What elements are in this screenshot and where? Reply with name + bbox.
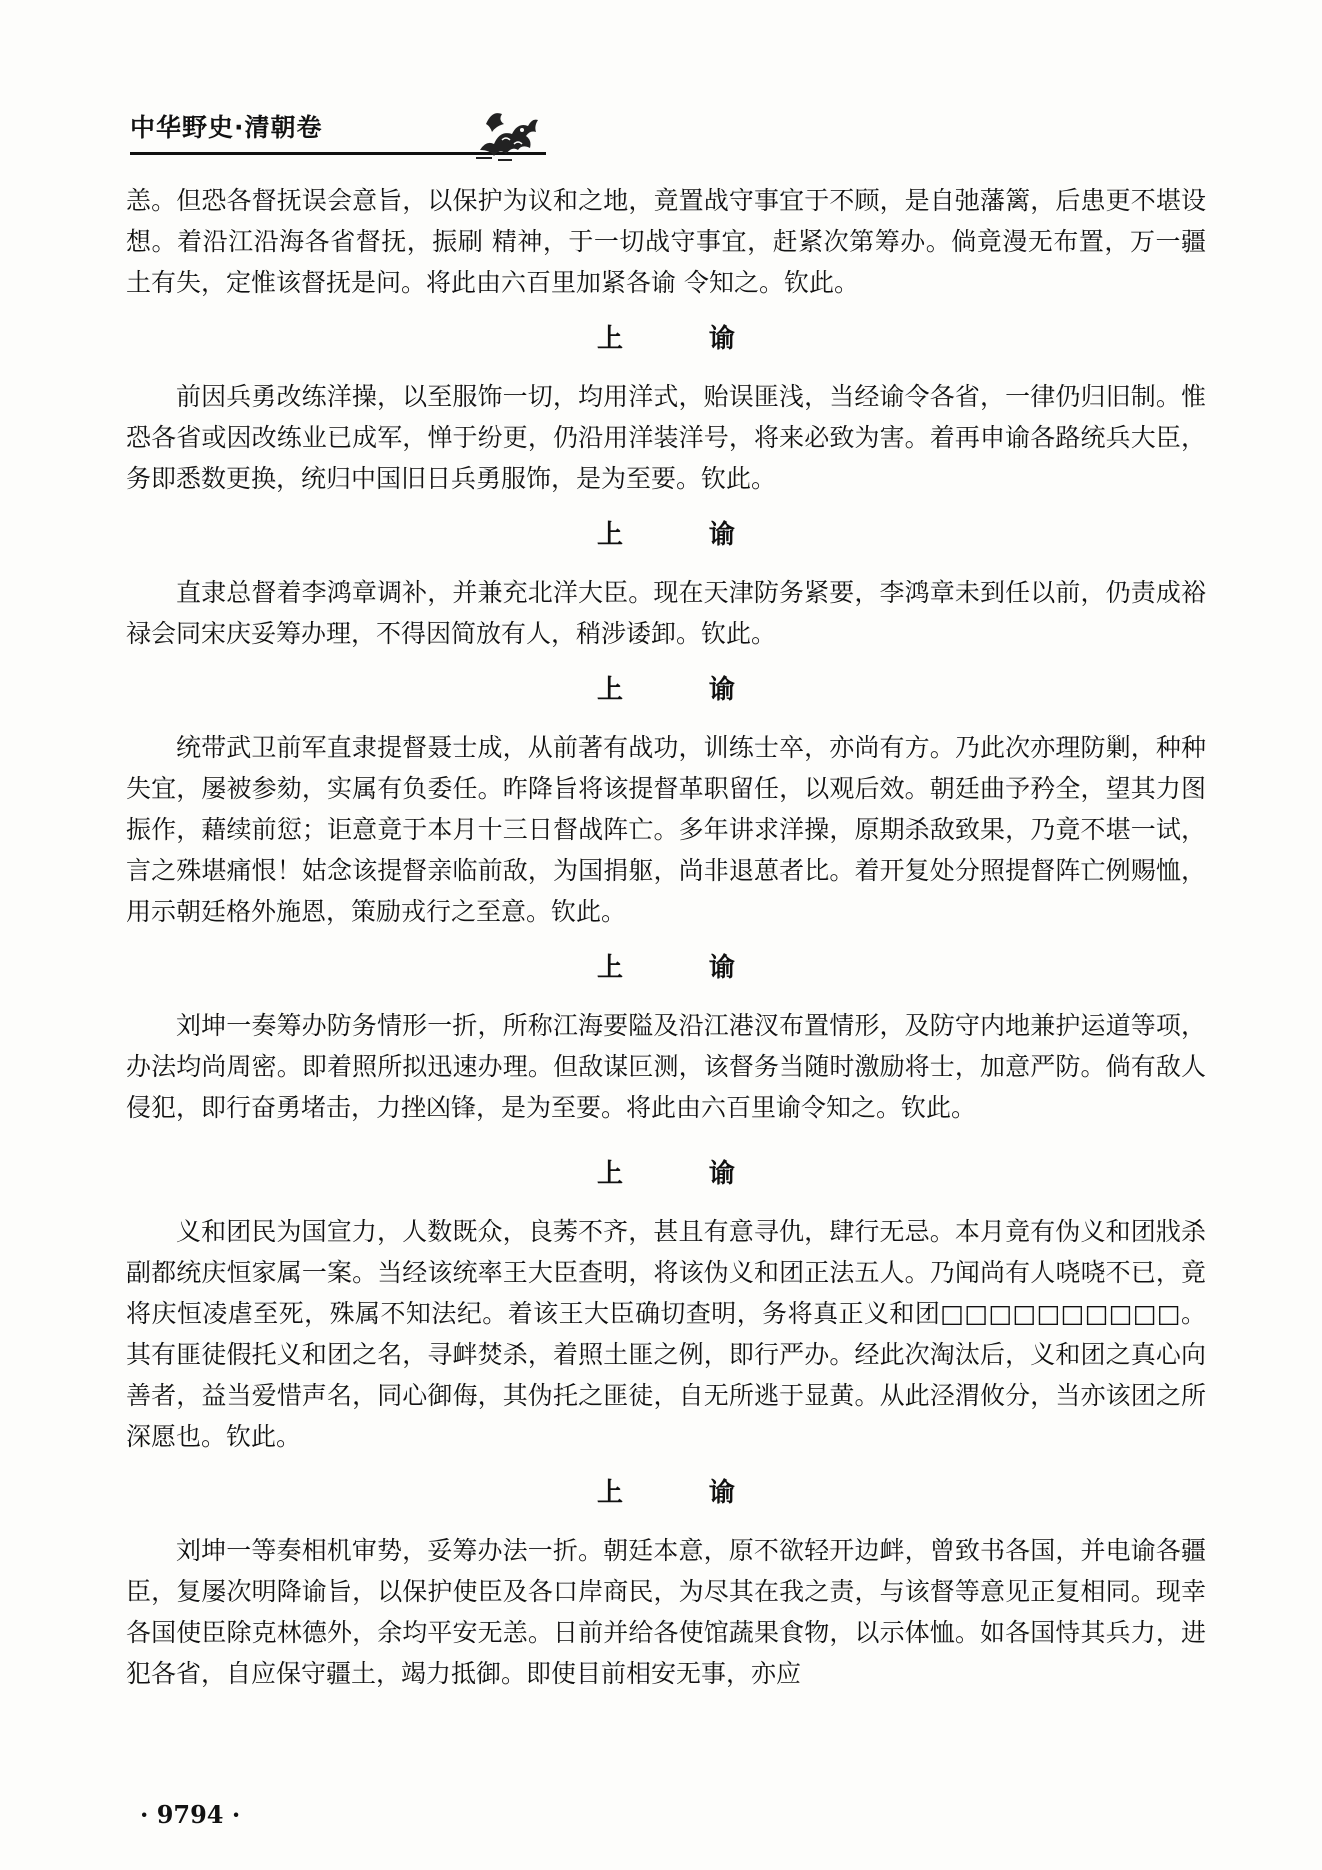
decree-paragraph: 前因兵勇改练洋操，以至服饰一切，均用洋式，贻误匪浅，当经谕令各省，一律仍归旧制。惟恐各省或因改练业已成军，惮于纷更，仍沿用洋装洋号，将来必致为害。着再申谕各路统兵大臣，务即悉数更换，统归中国旧日兵勇服饰，是为至要。钦此。 (126, 382, 1206, 493)
decree-paragraph: 统带武卫前军直隶提督聂士成，从前著有战功，训练士卒，亦尚有方。乃此次亦理防剿，种种失宜，屡被参劾，实属有负委任。昨降旨将该提督革职留任，以观后效。朝廷曲予矜全，望其力图振作，藉续前愆；讵意竟于本月十三日督战阵亡。多年讲求洋操，原期杀敌致果，乃竟不堪一试，言之殊堪痛恨！姑念该提督亲临前敌，为国捐躯，尚非退葸者比。着开复处分照提督阵亡例赐恤，用示朝廷格外施恩，策励戎行之至意。钦此。 (126, 733, 1206, 926)
page-body (126, 180, 1206, 1694)
decree-heading: 上 谕 (596, 675, 765, 705)
decree-heading: 上 谕 (596, 324, 765, 354)
spacer (126, 1128, 1206, 1138)
decree-heading: 上 谕 (596, 953, 765, 983)
decree-heading: 上 谕 (596, 520, 765, 550)
page-number: · 9794 · (140, 1800, 241, 1829)
decree-heading: 上 谕 (596, 1478, 765, 1508)
decree-paragraph: 义和团民为国宣力，人数既众，良莠不齐，甚且有意寻仇，肆行无忌。本月竟有伪义和团戕杀副都统庆恒家属一案。当经该统率王大臣查明，将该伪义和团正法五人。乃闻尚有人哓哓不已，竟将庆恒凌虐至死，殊属不知法纪。着该王大臣确切查明，务将真正义和团□□□□□□□□□□。其有匪徒假托义和团之名，寻衅焚杀，着照土匪之例，即行严办。经此次淘汰后，义和团之真心向善者，益当爱惜声名，同心御侮，其伪托之匪徒，自无所逃于显黄。从此泾渭攸分，当亦该团之所深愿也。钦此。 (126, 1217, 1206, 1451)
decree-heading: 上 谕 (596, 1159, 765, 1189)
book-title: 中华野史·清朝卷 (130, 113, 323, 142)
decree-paragraph: 恙。但恐各督抚误会意旨，以保护为议和之地，竟置战守事宜于不顾，是自弛藩篱，后患更不堪设想。着沿江沿海各省督抚，振刷 精神，于一切战守事宜，赶紧次第筹办。倘竟漫无布置，万一疆土有失，定惟该督抚是问。将此由六百里加紧各谕 令知之。钦此。 (126, 186, 1206, 297)
dragon-emblem-icon (472, 100, 542, 162)
decree-paragraph: 刘坤一等奏相机审势，妥筹办法一折。朝廷本意，原不欲轻开边衅，曾致书各国，并电谕各疆臣，复屡次明降谕旨，以保护使臣及各口岸商民，为尽其在我之责，与该督等意见正复相同。现幸各国使臣除克林德外，余均平安无恙。日前并给各使馆蔬果食物，以示体恤。如各国恃其兵力，进犯各省，自应保守疆土，竭力抵御。即使目前相安无事，亦应 (126, 1536, 1206, 1688)
decree-paragraph: 刘坤一奏筹办防务情形一折，所称江海要隘及沿江港汊布置情形，及防守内地兼护运道等项，办法均尚周密。即着照所拟迅速办理。但敌谋叵测，该督务当随时激励将士，加意严防。倘有敌人侵犯，即行奋勇堵击，力挫凶锋，是为至要。将此由六百里谕令知之。钦此。 (126, 1011, 1206, 1122)
decree-paragraph: 直隶总督着李鸿章调补，并兼充北洋大臣。现在天津防务紧要，李鸿章未到任以前，仍责成裕禄会同宋庆妥筹办理，不得因简放有人，稍涉诿卸。钦此。 (126, 578, 1206, 648)
